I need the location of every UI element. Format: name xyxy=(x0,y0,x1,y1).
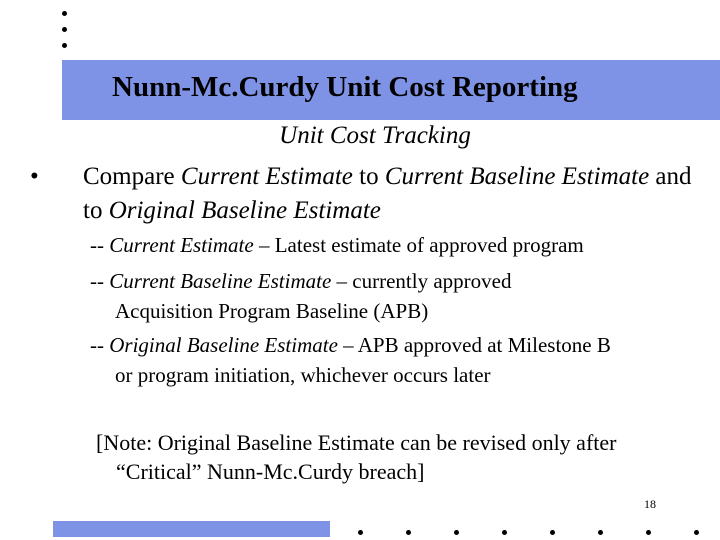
decor-dot-b2 xyxy=(406,530,411,535)
note-line-2: “Critical” Nunn-Mc.Curdy breach] xyxy=(116,459,425,484)
bullet-icon: • xyxy=(30,163,39,190)
decor-dot-b8 xyxy=(694,530,699,535)
sub-item-current-baseline: -- Current Baseline Estimate – currently approved Acquisition Program Baseline (APB) xyxy=(90,266,710,326)
main-bullet xyxy=(30,160,700,228)
decor-dot-1 xyxy=(62,11,67,16)
sub-item-continuation: or program initiation, whichever occurs later xyxy=(115,363,491,387)
note-line-1: [Note: Original Baseline Estimate can be revised only after xyxy=(96,430,617,455)
decor-dot-b3 xyxy=(454,530,459,535)
decor-dot-b5 xyxy=(550,530,555,535)
slide-subtitle: Unit Cost Tracking xyxy=(279,122,471,149)
decor-dot-b7 xyxy=(646,530,651,535)
sub-item-original-baseline: -- Original Baseline Estimate – APB approved at Milestone B or program initiation, whichever occurs later xyxy=(90,330,710,390)
slide-title: Nunn-Mc.Curdy Unit Cost Reporting xyxy=(112,71,578,103)
sub-item-current-estimate: -- Current Estimate – Latest estimate of approved program xyxy=(90,233,584,257)
page-number: 18 xyxy=(644,497,656,511)
sub-item-continuation: Acquisition Program Baseline (APB) xyxy=(115,299,429,323)
main-bullet-text: Compare Current Estimate to Current Baseline Estimate and to Original Baseline Estimate xyxy=(83,163,692,224)
decor-dot-b1 xyxy=(358,530,363,535)
decor-dot-2 xyxy=(62,27,67,32)
footer-bar xyxy=(53,521,330,537)
decor-dot-3 xyxy=(62,43,67,48)
decor-dot-b6 xyxy=(598,530,603,535)
decor-dot-b4 xyxy=(502,530,507,535)
note xyxy=(96,428,716,486)
